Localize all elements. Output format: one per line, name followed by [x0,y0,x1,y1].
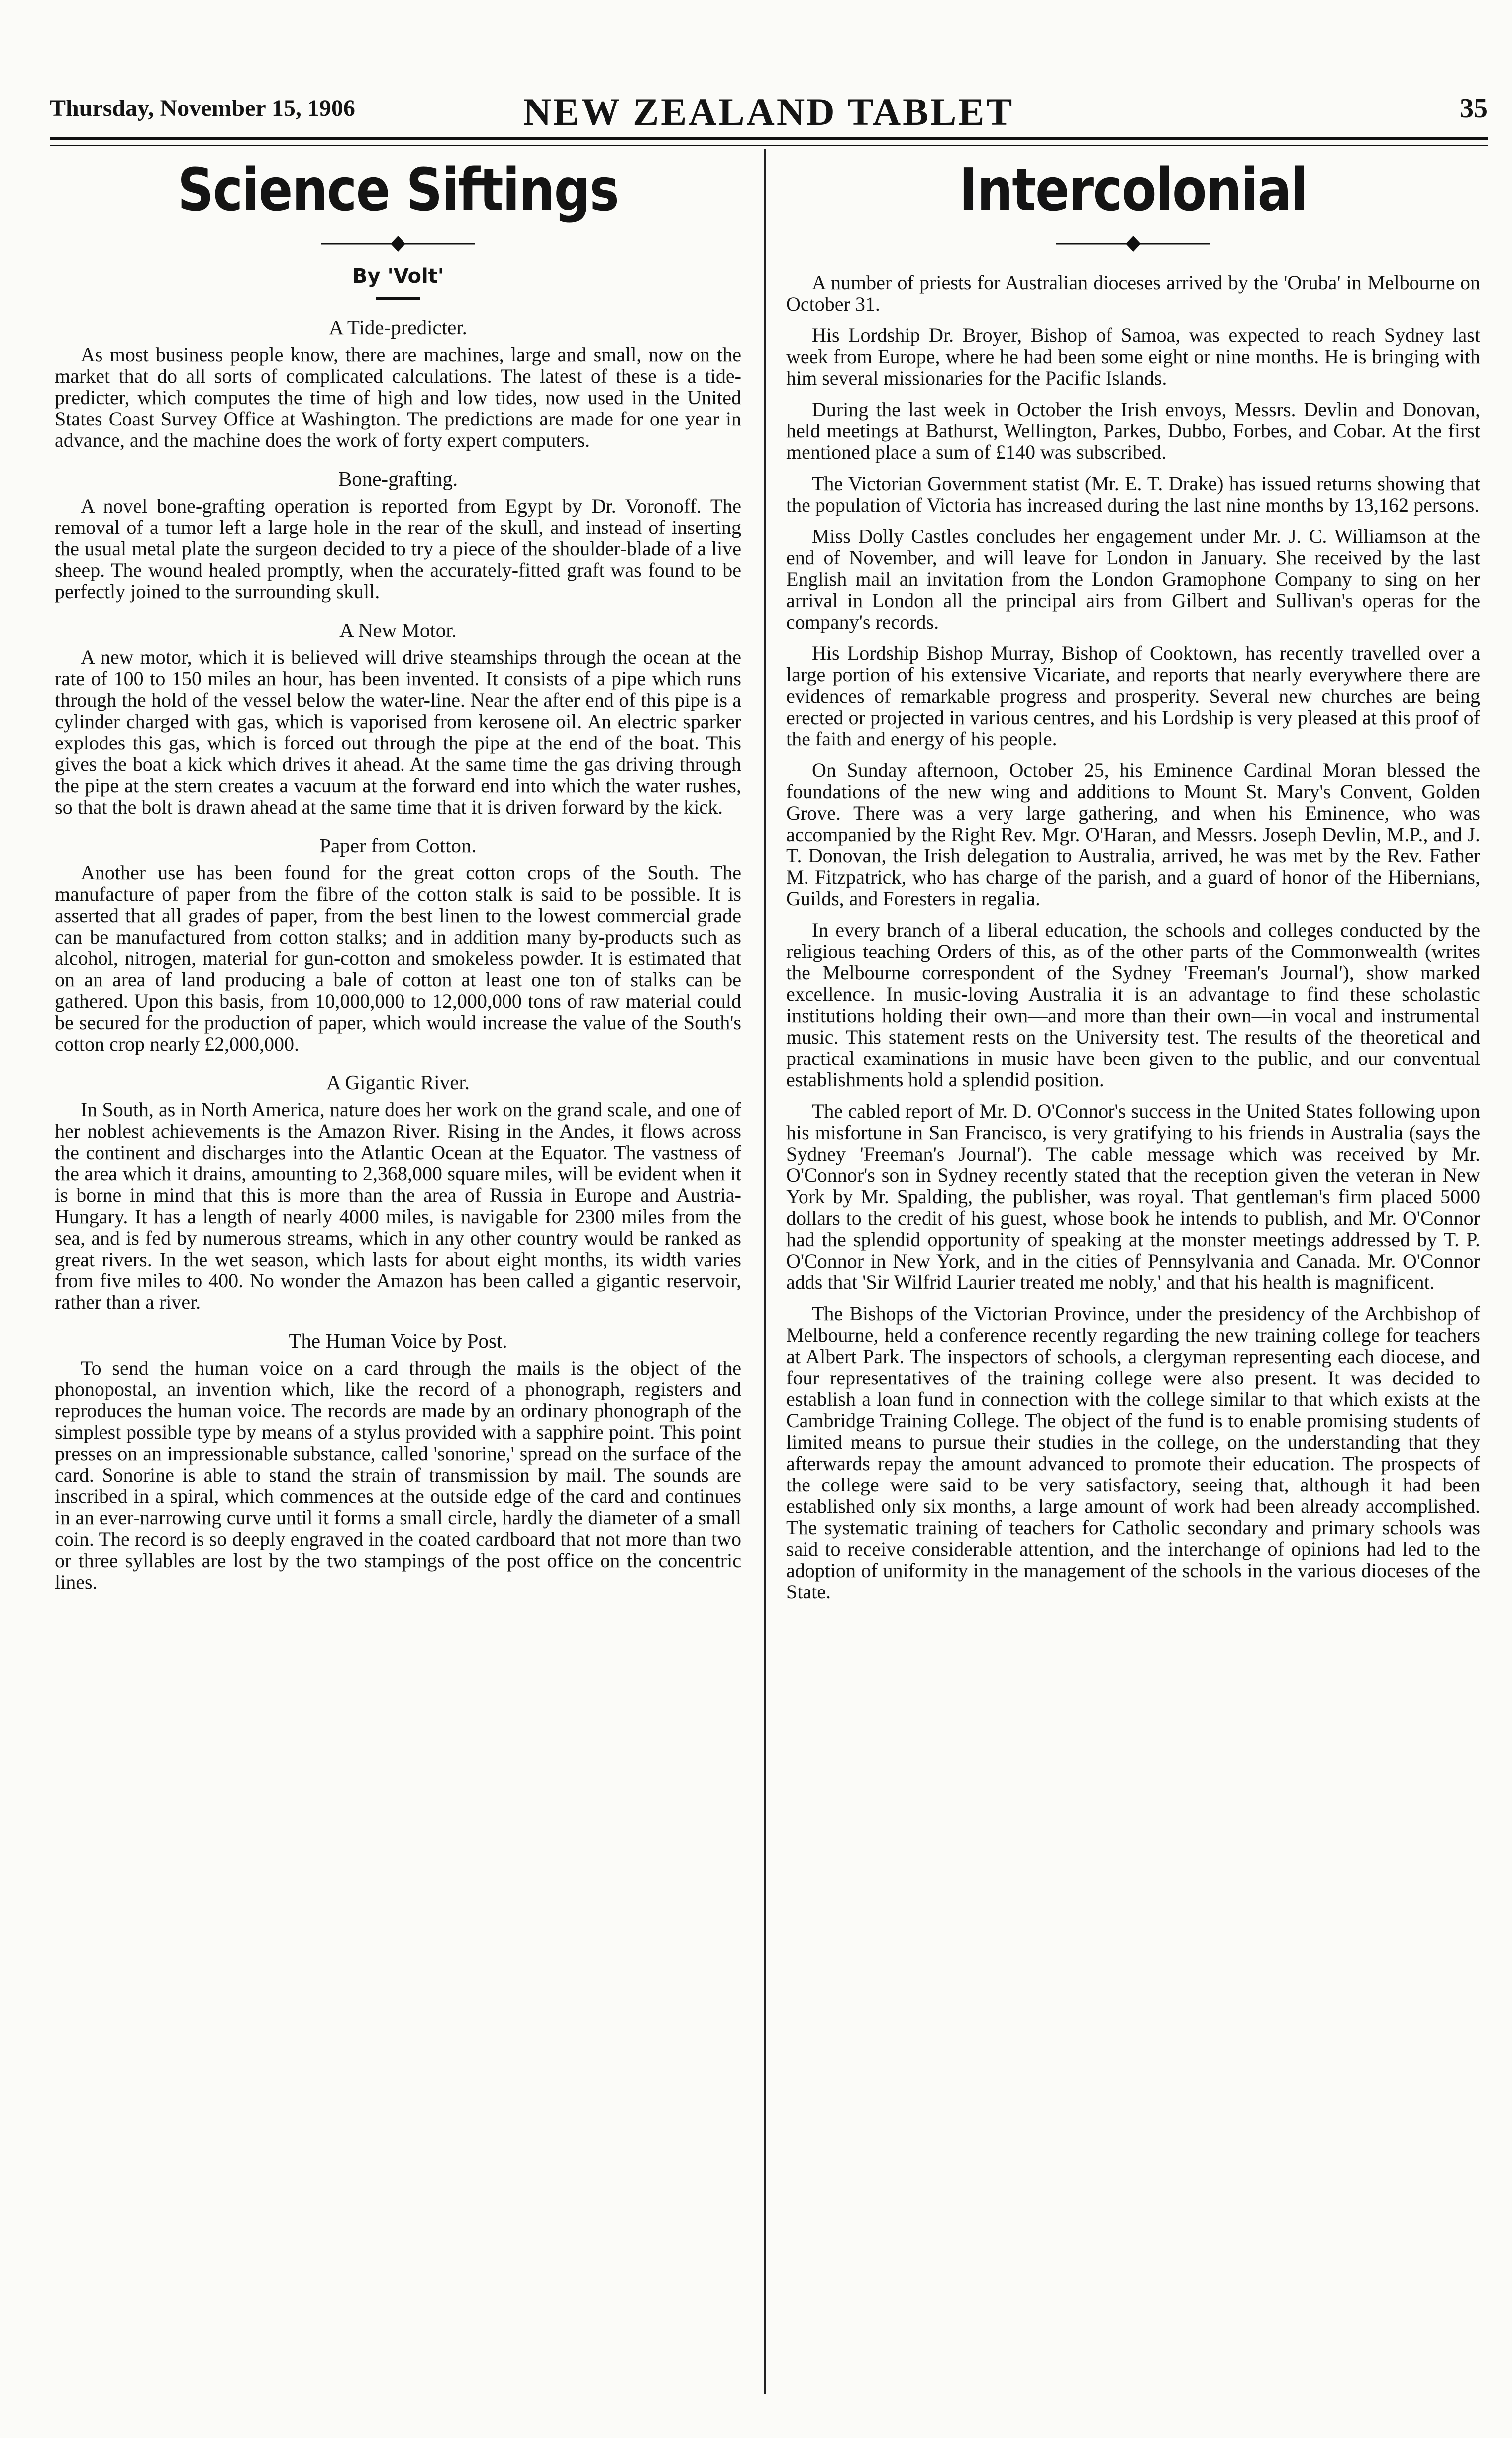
masthead-rule [50,137,1488,140]
news-item-paragraph: His Lordship Bishop Murray, Bishop of Cooktown, has recently travelled over a large portion of his extensive Vicariate, and reports that nearly everywhere there are evidences of remarkable progress and prosperity. Several new churches are being erected or projected in various centres, and his Lordship is very pleased at this proof of the faith and energy of his people. [786,641,1480,750]
news-item-paragraph: The Victorian Government statist (Mr. E. T. Drake) has issued returns showing that the population of Victoria has increased during the last nine months by 13,162 persons. [786,472,1480,516]
masthead-rule-thin [50,145,1488,146]
section-heading: Bone-grafting. [338,467,458,490]
diamond-ornament-icon [1051,234,1215,254]
news-item-paragraph: Miss Dolly Castles concludes her engagement under Mr. J. C. Williamson at the end of November, and will leave for London in January. She received by the last English mail an invitation from the London Gramophone Company to sing on her arrival in London all the principal airs from Gilbert and Sullivan's operas for the company's records. [786,525,1480,633]
issue-date: Thursday, November 15, 1906 [50,95,355,121]
byline: By 'Volt' [352,264,444,288]
article-paragraph: To send the human voice on a card through the mails is the object of the phonopostal, an invention which, like the record of a phonograph, registers and reproduces the human voice. The records are made by an ordinary phonograph of the simplest possible type by means of a stylus provided with a sapphire point. This point presses on an impressionable substance, called 'sonorine,' spread on the surface of the card. Sonorine is able to stand the strain of transmission by mail. The sounds are inscribed in a spiral, which commences at the outside edge of the card and continues in an ever-narrowing curve until it forms a small circle, hardly the diameter of a small coin. The record is so deeply engraved in the coated cardboard that not more than two or three syllables are lost by the two stampings of the post office on the concentric lines. [55,1357,741,1593]
news-items [786,272,1480,1602]
byline-rule [376,297,420,300]
page-number: 35 [1460,93,1488,124]
article-paragraph: A novel bone-grafting operation is reported from Egypt by Dr. Voronoff. The removal of a tumor left a large hole in the rear of the skull, and instead of inserting the usual metal plate the surgeon decided to try a piece of the shoulder-blade of a live sheep. The wound healed promptly, when the accurately-fitted graft was found to be perfectly joined to the surrounding skull. [55,495,741,603]
article-paragraph: Another use has been found for the great cotton crops of the South. The manufacture of paper from the fibre of the cotton stalk is said to be possible. It is asserted that all grades of paper, from the best linen to the lowest commercial grade can be manufactured from cotton stalks; and in addition many by-products such as alcohol, nitrogen, material for gun-cotton and smokeless powder. It is estimated that on an area of land producing a bale of cotton at least one ton of stalks can be gathered. Upon this basis, from 10,000,000 to 12,000,000 tons of raw material could be secured for the production of paper, which would increase the value of the South's cotton crop nearly £2,000,000. [55,861,741,1056]
section-heading: Paper from Cotton. [319,834,477,857]
news-item-paragraph: His Lordship Dr. Broyer, Bishop of Samoa, was expected to reach Sydney last week from Europe, where he had been some eight or nine months. He is bringing with him several missionaries for the Pacific Islands. [786,323,1480,389]
article-sections [55,317,741,1593]
intercolonial-column [786,155,1480,1612]
news-item-paragraph: A number of priests for Australian dioceses arrived by the 'Oruba' in Melbourne on October 31. [786,271,1480,315]
news-item-paragraph: In every branch of a liberal education, the schools and colleges conducted by the religious teaching Orders of this, as of the other parts of the Commonwealth (writes the Melbourne correspondent of the Sydney 'Freeman's Journal'), show marked excellence. In music-loving Australia it is an advantage to find these scholastic institutions holding their own—and more than their own—in vocal and instrumental music. This statement rests on the University test. The results of the theoretical and practical examinations in music have been given to the public, and our conventual establishments hold a splendid position. [786,918,1480,1091]
science-siftings-column [55,155,741,1599]
article-paragraph: As most business people know, there are machines, large and small, now on the market that do all sorts of complicated calculations. The latest of these is a tide-predicter, which computes the time of high and low tides, now used in the United States Coast Survey Office at Washington. The predictions are made for one year in advance, and the machine does the work of forty expert computers. [55,343,741,451]
column-divider [764,149,766,2394]
section-heading: A Gigantic River. [326,1071,470,1094]
news-item-paragraph: During the last week in October the Irish envoys, Messrs. Devlin and Donovan, held meetings at Bathurst, Wellington, Parkes, Dubbo, Forbes, and Cobar. At the first mentioned place a sum of £140 was subscribed. [786,398,1480,463]
section-heading: A New Motor. [339,619,457,642]
article-paragraph: In South, as in North America, nature does her work on the grand scale, and one of her noblest achievements is the Amazon River. Rising in the Andes, it flows across the continent and discharges into the Atlantic Ocean at the Equator. The vastness of the area which it drains, amounting to 2,368,000 square miles, will be evident when it is borne in mind that this is more than the area of Russia in Europe and Austria-Hungary. It has a length of nearly 4000 miles, is navigable for 2300 miles from the sea, and is fed by numerous streams, which in any other country would be ranked as great rivers. In the wet season, which lasts for about eight months, its width varies from five miles to 400. No wonder the Amazon has been called a gigantic reservoir, rather than a river. [55,1098,741,1314]
news-item-paragraph: On Sunday afternoon, October 25, his Eminence Cardinal Moran blessed the foundations of the new wing and additions to Mount St. Mary's Convent, Golden Grove. There was a very large gathering, and when his Eminence, who was accompanied by the Right Rev. Mgr. O'Haran, and Messrs. Joseph Devlin, M.P., and J. T. Donovan, the Irish delegation to Australia, arrived, he was met by the Rev. Father M. Fitzpatrick, who has charge of the parish, and a guard of honor of the Hibernians, Guilds, and Foresters in regalia. [786,758,1480,910]
section-heading: A Tide-predicter. [329,316,467,339]
masthead [50,75,1488,134]
news-item-paragraph: The Bishops of the Victorian Province, under the presidency of the Archbishop of Melbourne, held a conference recently regarding the new training college for teachers at Albert Park. The inspectors of schools, a clergyman representing each diocese, and four representatives of the training college were also present. It was decided to establish a loan fund in connection with the college similar to that which exists at the Cambridge Training College. The object of the fund is to enable promising students of limited means to pursue their studies in the college, on the understanding that they afterwards repay the amount advanced to promote their education. The prospects of the college were said to be very satisfactory, seeing that, although it had been established only six months, a large amount of work had been already accomplished. The systematic training of teachers for Catholic secondary and primary schools was said to receive considerable attention, and the interchange of opinions had led to the adoption of uniformity in the management of the schools in the various dioceses of the State. [786,1302,1480,1603]
article-paragraph: A new motor, which it is believed will drive steamships through the ocean at the rate of 100 to 150 miles an hour, has been invented. It consists of a pipe which runs through the hold of the vessel below the water-line. Near the after end of this pipe is a cylinder charged with gas, which is vaporised from kerosene oil. An electric sparker explodes this gas, which is forced out through the pipe at the end of the boat. This gives the boat a kick which drives it ahead. At the same time the gas driving through the pipe at the stern creates a vacuum at the forward end into which the water rushes, so that the bolt is drawn ahead at the same time that it is driven forward by the kick. [55,646,741,819]
section-heading: The Human Voice by Post. [289,1329,507,1353]
newspaper-title: NEW ZEALAND TABLET [523,90,1014,133]
diamond-ornament-icon [316,234,480,254]
intercolonial-headline: Intercolonial [959,155,1308,224]
news-item-paragraph: The cabled report of Mr. D. O'Connor's success in the United States following upon his misfortune in San Francisco, is very gratifying to his friends in Australia (says the Sydney 'Freeman's Journal'). The cable message which was received by Mr. O'Connor's son in Sydney recently stated that the reception given the veteran in New York by Mr. Spalding, the publisher, was royal. That gentleman's firm placed 5000 dollars to the credit of his guest, whose book he intends to publish, and Mr. O'Connor had the splendid opportunity of speaking at the monster meetings addressed by T. P. O'Connor in New York, and in the cities of Pennsylvania and Canada. Mr. O'Connor adds that 'Sir Wilfrid Laurier treated me nobly,' and that his health is magnificent. [786,1099,1480,1293]
science-siftings-headline: Science Siftings [177,155,619,224]
